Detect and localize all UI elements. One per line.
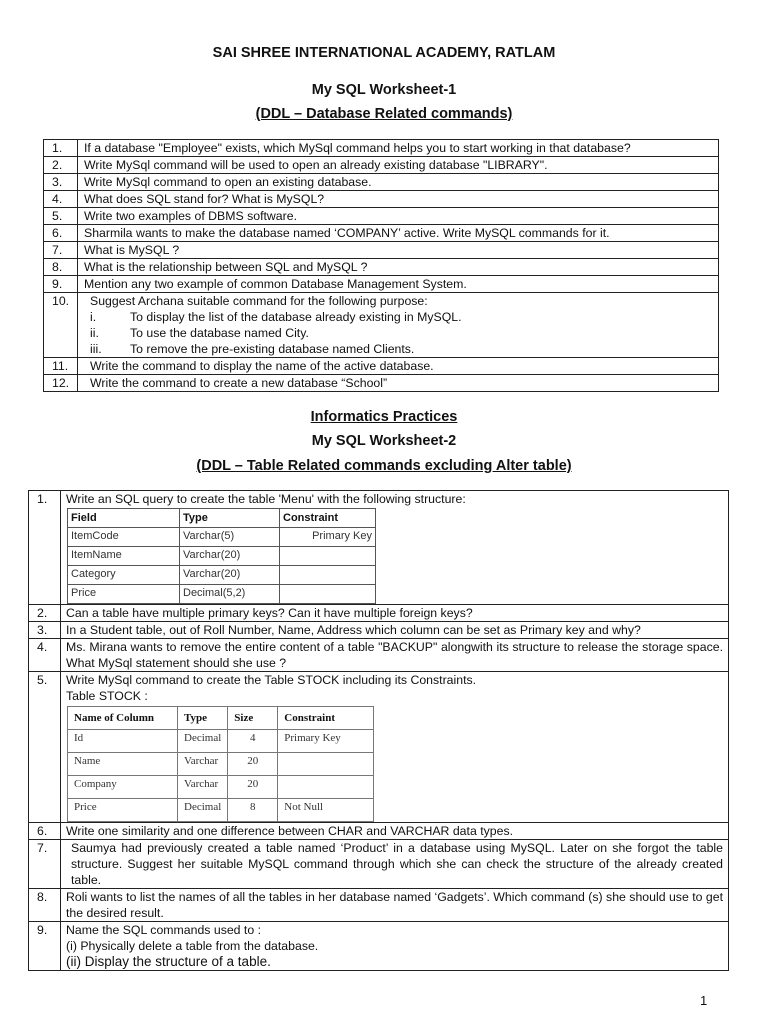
question-text: In a Student table, out of Roll Number, Name, Address which column can be set as Primary key and why? xyxy=(61,622,729,639)
question-number: 3. xyxy=(44,174,78,191)
question-cell xyxy=(61,491,729,605)
table-cell: 20 xyxy=(228,753,278,776)
worksheet2-subtitle: (DDL – Table Related commands excluding Alter table) xyxy=(196,458,572,474)
worksheet1-subtitle: (DDL – Database Related commands) xyxy=(255,106,513,122)
table-cell: ItemName xyxy=(68,547,180,566)
subject-title: Informatics Practices xyxy=(310,409,458,425)
table-cell: Varchar(5) xyxy=(180,528,280,547)
question-number: 2. xyxy=(44,157,78,174)
page-number: 1 xyxy=(700,993,708,1008)
table-row xyxy=(68,566,376,585)
question-number: 5. xyxy=(44,208,78,225)
question-text: Write the command to create a new database “School” xyxy=(90,376,388,390)
table-cell: Company xyxy=(68,776,178,799)
table-row xyxy=(44,259,719,276)
question-text: Can a table have multiple primary keys? Can it have multiple foreign keys? xyxy=(61,605,729,622)
table-row xyxy=(29,922,729,971)
question-number: 4. xyxy=(44,191,78,208)
table-row xyxy=(68,730,374,753)
table-cell: 4 xyxy=(228,730,278,753)
table-row xyxy=(44,208,719,225)
table-row xyxy=(44,358,719,375)
table-cell: 20 xyxy=(228,776,278,799)
question-number: 1. xyxy=(29,491,61,605)
question-text: Mention any two example of common Database Management System. xyxy=(84,277,467,291)
table-cell xyxy=(280,547,376,566)
question-cell xyxy=(78,276,719,293)
question-text: What does SQL stand for? What is MySQL? xyxy=(84,192,325,206)
question-cell xyxy=(78,242,719,259)
table-row xyxy=(44,293,719,358)
table-cell xyxy=(280,566,376,585)
question-text: What is the relationship between SQL and MySQL ? xyxy=(84,260,368,274)
school-name: SAI SHREE INTERNATIONAL ACADEMY, RATLAM xyxy=(212,45,556,61)
table-cell: ItemCode xyxy=(68,528,180,547)
worksheet1-title: My SQL Worksheet-1 xyxy=(311,82,457,98)
question-text: Write one similarity and one difference between CHAR and VARCHAR data types. xyxy=(61,823,729,840)
worksheet2-title: My SQL Worksheet-2 xyxy=(311,433,457,449)
question-number: 3. xyxy=(29,622,61,639)
column-header: Constraint xyxy=(280,509,376,528)
table-row xyxy=(68,799,374,822)
table-row xyxy=(44,225,719,242)
question-cell xyxy=(78,293,719,358)
sub-question-numeral: ii. xyxy=(90,326,99,340)
question-cell xyxy=(78,225,719,242)
question-cell xyxy=(78,259,719,276)
table-cell: Varchar xyxy=(178,753,228,776)
table-cell: Price xyxy=(68,799,178,822)
question-number: 7. xyxy=(29,840,61,889)
column-header: Type xyxy=(180,509,280,528)
question-text: What is MySQL ? xyxy=(84,243,180,257)
question-number: 11. xyxy=(44,358,78,375)
question-number: 10. xyxy=(44,293,78,358)
table-row xyxy=(29,889,729,922)
table-cell: Decimal xyxy=(178,730,228,753)
table-cell: Primary Key xyxy=(278,730,374,753)
question-text: Roli wants to list the names of all the tables in her database named ‘Gadgets’. Which command (s) she should use to get the desired result. xyxy=(61,889,729,922)
table-cell: Decimal xyxy=(178,799,228,822)
sub-question xyxy=(84,341,712,357)
sub-question xyxy=(84,325,712,341)
table-row xyxy=(44,174,719,191)
question-cell xyxy=(61,672,729,823)
table-cell: Varchar xyxy=(178,776,228,799)
table-row xyxy=(29,491,729,605)
table-cell: Id xyxy=(68,730,178,753)
table-row xyxy=(29,823,729,840)
question-cell xyxy=(78,358,719,375)
question-cell xyxy=(78,208,719,225)
worksheet2-table xyxy=(28,490,729,971)
question-text: Write MySql command to create the Table STOCK including its Constraints. xyxy=(66,673,477,687)
question-cell xyxy=(78,375,719,392)
question-number: 8. xyxy=(29,889,61,922)
question-text: Suggest Archana suitable command for the following purpose: xyxy=(90,294,428,308)
menu-structure-table xyxy=(67,508,376,604)
question-text: Write an SQL query to create the table 'Menu' with the following structure: xyxy=(66,492,466,506)
table-cell: Category xyxy=(68,566,180,585)
table-row xyxy=(29,639,729,672)
table-row xyxy=(29,605,729,622)
question-number: 5. xyxy=(29,672,61,823)
table-cell: Not Null xyxy=(278,799,374,822)
table-row xyxy=(44,375,719,392)
sub-question-text: To use the database named City. xyxy=(130,326,309,340)
column-header: Name of Column xyxy=(68,707,178,730)
question-number: 7. xyxy=(44,242,78,259)
column-header: Field xyxy=(68,509,180,528)
question-text: Saumya had previously created a table named ‘Product’ in a database using MySQL. Later on she forgot the table structure. Suggest her suitable MySQL command through which she can check the structure of the already created table. xyxy=(61,840,729,889)
table-cell: Price xyxy=(68,585,180,604)
sub-question xyxy=(84,309,712,325)
question-number: 4. xyxy=(29,639,61,672)
table-row xyxy=(44,242,719,259)
table-row xyxy=(29,622,729,639)
question-number: 9. xyxy=(29,922,61,971)
table-row xyxy=(44,276,719,293)
question-cell xyxy=(61,922,729,971)
table-cell: Decimal(5,2) xyxy=(180,585,280,604)
sub-question-numeral: iii. xyxy=(90,342,102,356)
question-text: Sharmila wants to make the database named ‘COMPANY’ active. Write MySQL commands for it. xyxy=(84,226,610,240)
question-subline: (i) Physically delete a table from the database. xyxy=(66,939,319,953)
question-number: 12. xyxy=(44,375,78,392)
table-row xyxy=(44,157,719,174)
question-number: 6. xyxy=(44,225,78,242)
question-text: If a database "Employee" exists, which MySql command helps you to start working in that database? xyxy=(84,141,631,155)
table-row xyxy=(68,776,374,799)
question-number: 2. xyxy=(29,605,61,622)
question-cell xyxy=(78,174,719,191)
question-text: Ms. Mirana wants to remove the entire content of a table "BACKUP" alongwith its structure to release the storage space. What MySql statement should she use ? xyxy=(61,639,729,672)
table-row xyxy=(29,672,729,823)
table-row xyxy=(68,547,376,566)
question-cell xyxy=(78,191,719,208)
column-header: Constraint xyxy=(278,707,374,730)
stock-structure-table xyxy=(67,706,374,822)
sub-question-numeral: i. xyxy=(90,310,97,324)
question-text: Name the SQL commands used to : xyxy=(66,923,262,937)
table-cell: 8 xyxy=(228,799,278,822)
question-text: Write the command to display the name of the active database. xyxy=(90,359,434,373)
question-number: 1. xyxy=(44,140,78,157)
worksheet1-table xyxy=(43,139,719,392)
table-cell: Varchar(20) xyxy=(180,547,280,566)
question-number: 6. xyxy=(29,823,61,840)
table-row xyxy=(68,753,374,776)
table-cell: Primary Key xyxy=(280,528,376,547)
column-header: Size xyxy=(228,707,278,730)
question-text: Write MySql command to open an existing database. xyxy=(84,175,372,189)
table-cell xyxy=(278,776,374,799)
question-subline: (ii) Display the structure of a table. xyxy=(66,954,271,969)
table-row xyxy=(44,140,719,157)
column-header: Type xyxy=(178,707,228,730)
question-number: 8. xyxy=(44,259,78,276)
table-cell: Varchar(20) xyxy=(180,566,280,585)
table-cell: Name xyxy=(68,753,178,776)
sub-question-text: To display the list of the database already existing in MySQL. xyxy=(130,310,462,324)
question-text: Write two examples of DBMS software. xyxy=(84,209,297,223)
sub-question-text: To remove the pre-existing database named Clients. xyxy=(130,342,415,356)
question-cell xyxy=(78,140,719,157)
table-row xyxy=(44,191,719,208)
table-row xyxy=(68,585,376,604)
question-cell xyxy=(78,157,719,174)
question-text: Write MySql command will be used to open an already existing database "LIBRARY". xyxy=(84,158,548,172)
table-row xyxy=(29,840,729,889)
table-caption: Table STOCK : xyxy=(66,689,148,703)
question-number: 9. xyxy=(44,276,78,293)
table-row xyxy=(68,528,376,547)
table-cell xyxy=(278,753,374,776)
table-cell xyxy=(280,585,376,604)
